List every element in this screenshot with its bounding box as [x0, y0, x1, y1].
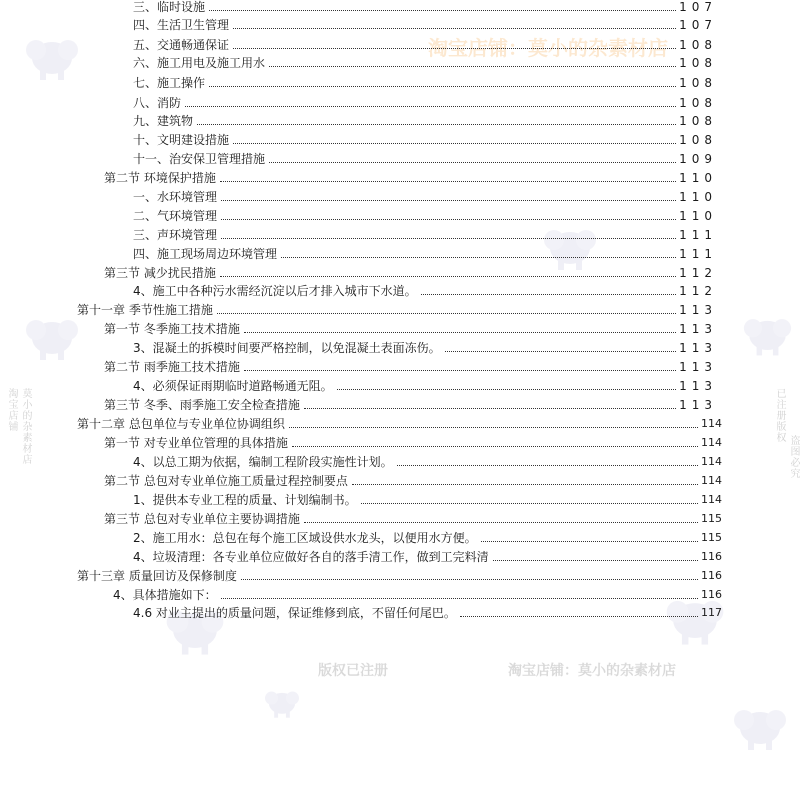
toc-page-number: 108: [679, 76, 717, 90]
toc-leader: [185, 105, 676, 107]
toc-page-number: 108: [679, 114, 717, 128]
toc-entry-title: 第一节 对专业单位管理的具体措施: [104, 436, 288, 450]
toc-leader: [493, 559, 698, 561]
toc-leader: [244, 331, 676, 333]
toc-entry-title: 第十二章 总包单位与专业单位协调组织: [77, 417, 285, 431]
toc-leader: [304, 407, 676, 409]
toc-page-number: 112: [679, 284, 717, 298]
toc-entry-title: 4、以总工期为依据，编制工程阶段实施性计划。: [133, 455, 393, 469]
toc-leader: [352, 483, 698, 485]
toc-entry[interactable]: [0, 0, 800, 14]
toc-page-number: 110: [679, 171, 717, 185]
shop-watermark-bottom: 淘宝店铺：莫小的杂素材店: [508, 663, 676, 679]
toc-page-number: 115: [701, 512, 722, 525]
toc-leader: [220, 180, 676, 182]
toc-leader: [220, 275, 676, 277]
toc-entry-title: 九、建筑物: [133, 114, 194, 128]
toc-page-number: 108: [679, 38, 717, 52]
toc-leader: [337, 388, 676, 390]
toc-entry[interactable]: [0, 129, 800, 147]
toc-entry-title: 2、施工用水：总包在每个施工区域设供水龙头，以便用水方便。: [133, 531, 477, 545]
toc-entry[interactable]: [0, 413, 800, 431]
toc-entry-title: 4、具体措施如下：: [113, 588, 217, 602]
toc-leader: [397, 464, 698, 466]
toc-leader: [221, 218, 676, 220]
toc-entry-title: 四、生活卫生管理: [133, 18, 230, 32]
toc-leader: [241, 578, 698, 580]
toc-page-number: 113: [679, 341, 717, 355]
toc-leader: [269, 161, 676, 163]
toc-page-number: 110: [679, 209, 717, 223]
toc-entry-title: 二、气环境管理: [133, 209, 218, 223]
toc-entry[interactable]: [0, 489, 800, 507]
toc-entry-title: 一、水环境管理: [133, 190, 218, 204]
toc-entry-title: 十、文明建设措施: [133, 133, 230, 147]
shop-watermark: 淘宝店铺：莫小的杂素材店: [428, 36, 668, 60]
toc-entry[interactable]: [0, 527, 800, 545]
toc-entry[interactable]: [0, 337, 800, 355]
toc-page-number: 111: [679, 228, 717, 242]
toc-leader: [244, 369, 676, 371]
toc-entry-title: 4.6 对业主提出的质量问题，保证维修到底，不留任何尾巴。: [133, 606, 456, 620]
toc-entry-title: 第三节 总包对专业单位主要协调措施: [104, 512, 300, 526]
toc-leader: [221, 597, 698, 599]
toc-leader: [233, 47, 676, 49]
toc-entry[interactable]: [0, 52, 800, 70]
toc-entry[interactable]: [0, 110, 800, 128]
toc-page-number: 114: [701, 436, 722, 449]
toc-leader: [209, 9, 676, 11]
toc-leader: [289, 426, 698, 428]
toc-entry-title: 三、临时设施: [133, 0, 206, 14]
toc-page-number: 113: [679, 379, 717, 393]
toc-entry[interactable]: [0, 148, 800, 166]
toc-entry[interactable]: [0, 14, 800, 32]
toc-page-number: 108: [679, 133, 717, 147]
toc-entry-title: 第二节 总包对专业单位施工质量过程控制要点: [104, 474, 348, 488]
toc-entry-title: 第二节 雨季施工技术措施: [104, 360, 240, 374]
toc-entry[interactable]: [0, 470, 800, 488]
toc-entry[interactable]: [0, 243, 800, 261]
toc-page-number: 114: [701, 474, 722, 487]
toc-entry-title: 第三节 冬季、雨季施工安全检查措施: [104, 398, 300, 412]
toc-entry-title: 第十三章 质量回访及保修制度: [77, 569, 237, 583]
toc-leader: [281, 256, 676, 258]
toc-entry[interactable]: [0, 280, 800, 298]
toc-entry-title: 1、提供本专业工程的质量、计划编制书。: [133, 493, 357, 507]
toc-leader: [445, 350, 676, 352]
toc-leader: [421, 293, 676, 295]
toc-page-number: 113: [679, 303, 717, 317]
toc-page-number: 116: [701, 550, 722, 563]
toc-entry[interactable]: [0, 205, 800, 223]
toc-leader: [460, 615, 698, 617]
toc-page-number: 107: [679, 18, 717, 32]
toc-leader: [481, 540, 698, 542]
toc-entry[interactable]: [0, 224, 800, 242]
toc-entry[interactable]: [0, 546, 800, 564]
toc-page-number: 116: [701, 569, 722, 582]
toc-leader: [233, 27, 676, 29]
toc-leader: [292, 445, 698, 447]
toc-entry[interactable]: [0, 72, 800, 90]
toc-entry[interactable]: [0, 508, 800, 526]
toc-entry-title: 第十一章 季节性施工措施: [77, 303, 213, 317]
toc-entry-title: 六、施工用电及施工用水: [133, 56, 266, 70]
toc-leader: [233, 142, 676, 144]
toc-entry-title: 五、交通畅通保证: [133, 38, 230, 52]
toc-page-number: 107: [679, 0, 717, 14]
toc-page-number: 112: [679, 266, 717, 280]
toc-entry[interactable]: [0, 602, 800, 620]
toc-entry-title: 第二节 环境保护措施: [104, 171, 216, 185]
toc-entry-title: 八、消防: [133, 96, 182, 110]
toc-entry-title: 4、必须保证雨期临时道路畅通无阻。: [133, 379, 333, 393]
toc-page-number: 108: [679, 96, 717, 110]
toc-page-number: 113: [679, 322, 717, 336]
right-vertical-watermark: 盗图必究: [788, 435, 799, 479]
toc-entry-title: 4、施工中各种污水需经沉淀以后才排入城市下水道。: [133, 284, 417, 298]
toc-page-number: 113: [679, 398, 717, 412]
toc-page-number: 110: [679, 190, 717, 204]
toc-leader: [197, 123, 676, 125]
toc-leader: [304, 521, 698, 523]
toc-entry[interactable]: [0, 394, 800, 412]
toc-leader: [221, 199, 676, 201]
toc-entry[interactable]: [0, 356, 800, 374]
right-vertical-watermark: 已注册版权: [774, 388, 785, 443]
toc-entry[interactable]: [0, 186, 800, 204]
toc-entry-title: 第三节 减少扰民措施: [104, 266, 216, 280]
copyright-watermark: 版权已注册: [318, 663, 388, 679]
toc-entry[interactable]: [0, 375, 800, 393]
toc-page-number: 113: [679, 360, 717, 374]
toc-entry[interactable]: [0, 584, 800, 602]
toc-leader: [209, 85, 676, 87]
toc-entry-title: 七、施工操作: [133, 76, 206, 90]
toc-leader: [221, 237, 676, 239]
toc-leader: [361, 502, 698, 504]
toc-entry-title: 十一、治安保卫管理措施: [133, 152, 266, 166]
toc-entry[interactable]: [0, 34, 800, 52]
toc-page-number: 114: [701, 493, 722, 506]
toc-entry[interactable]: [0, 318, 800, 336]
toc-leader: [217, 312, 676, 314]
toc-entry[interactable]: [0, 451, 800, 469]
toc-page-number: 117: [701, 606, 722, 619]
toc-entry[interactable]: [0, 167, 800, 185]
toc-entry-title: 4、垃圾清理：各专业单位应做好各自的落手清工作，做到工完料清: [133, 550, 489, 564]
toc-leader: [269, 65, 676, 67]
toc-entry[interactable]: [0, 262, 800, 280]
toc-entry-title: 第一节 冬季施工技术措施: [104, 322, 240, 336]
toc-page-number: 111: [679, 247, 717, 261]
toc-entry-title: 3、混凝土的拆模时间要严格控制，以免混凝土表面冻伤。: [133, 341, 441, 355]
toc-page-number: 114: [701, 417, 722, 430]
toc-entry[interactable]: [0, 565, 800, 583]
toc-page-number: 115: [701, 531, 722, 544]
toc-entry[interactable]: [0, 432, 800, 450]
toc-page-number: 114: [701, 455, 722, 468]
toc-entry[interactable]: [0, 299, 800, 317]
left-vertical-watermark: 淘宝店铺: [6, 388, 17, 432]
toc-page-number: 116: [701, 588, 722, 601]
toc-entry-title: 四、施工现场周边环境管理: [133, 247, 278, 261]
toc-page-number: 109: [679, 152, 717, 166]
toc-entry[interactable]: [0, 92, 800, 110]
left-vertical-watermark: 莫小的杂素材店: [20, 388, 31, 465]
toc-page-number: 108: [679, 56, 717, 70]
toc-entry-title: 三、声环境管理: [133, 228, 218, 242]
